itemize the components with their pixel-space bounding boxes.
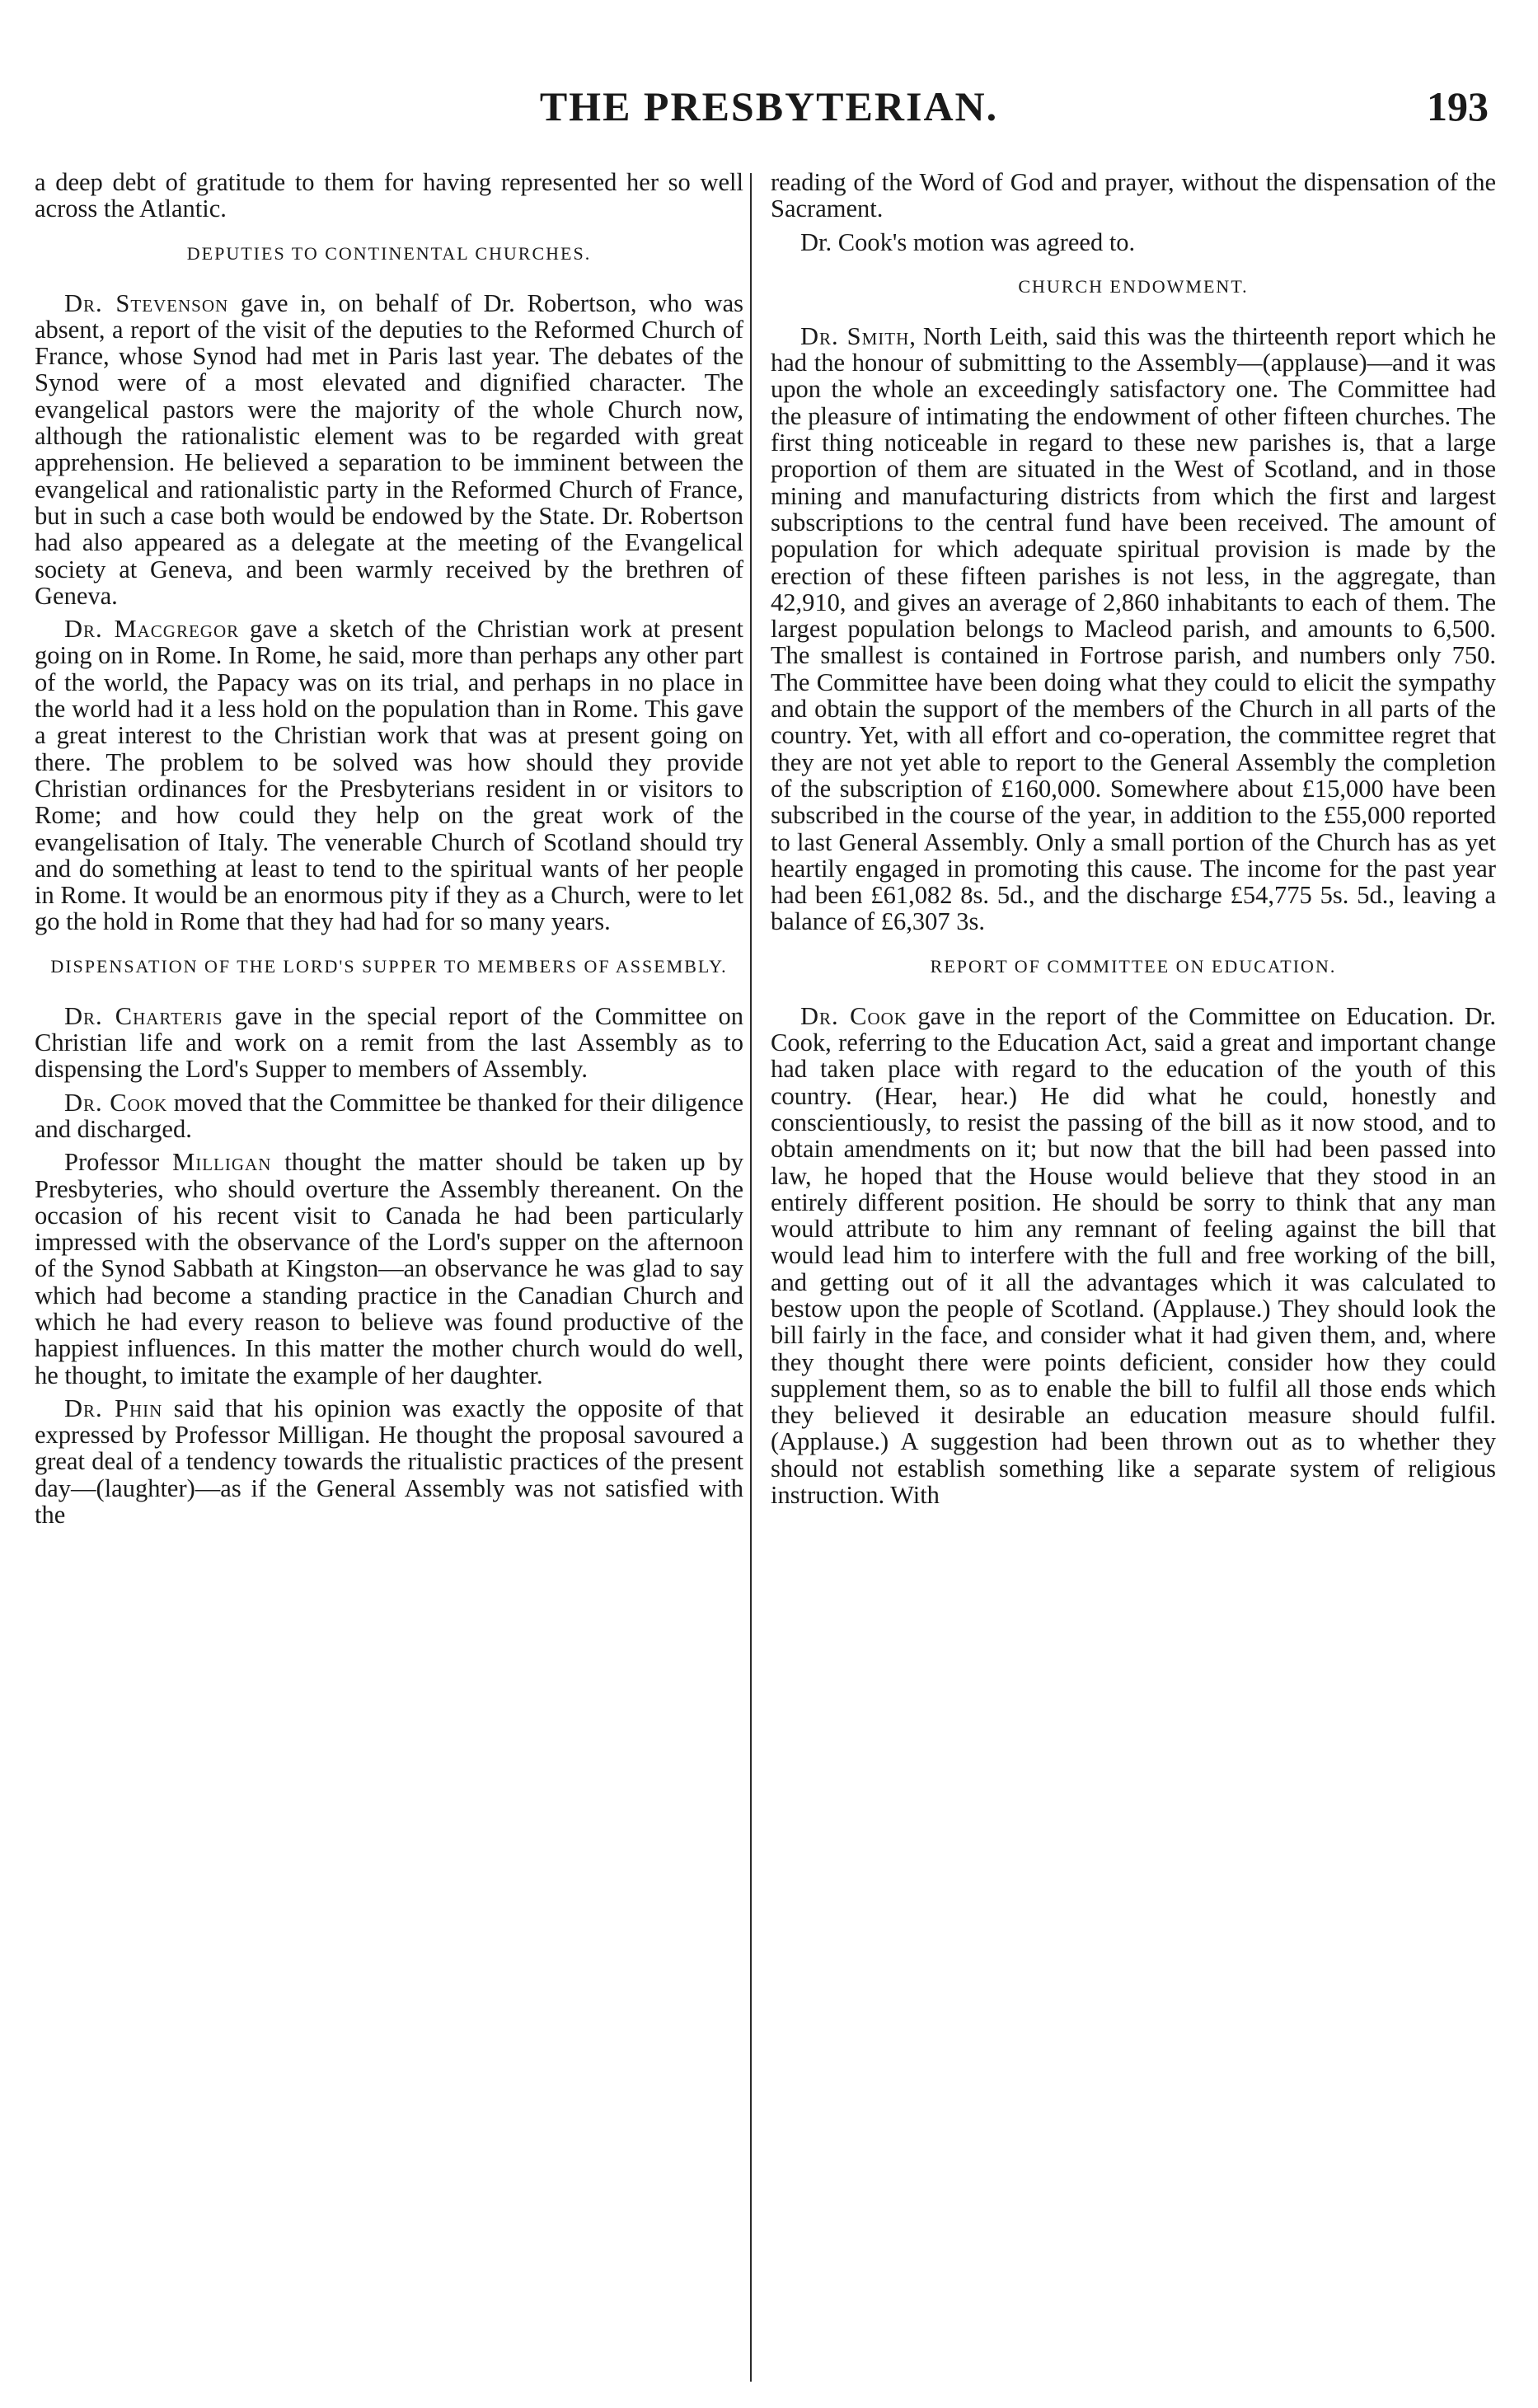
paragraph-text: thought the matter should be taken up by Presbyteries, who should overture the Assembly thereanent. On the occasion of his recent visit to Canada he had been particularly impressed with the observance of the Lord's supper on the afternoon of the Synod Sabbath at Kingston—an observance he was glad to say which had become a standing practice in the Canadian Church and which he had every reason to believe was found productive of the happiest influences. In this matter the mother church would do well, he thought, to imitate the example of her daughter. (35, 1148, 743, 1389)
paragraph-text: gave in, on behalf of Dr. Robertson, who was absent, a report of the visit of the deputies to the Reformed Church of France, whose Synod had met in Paris last year. The debates of the Synod were of a most elevated and dignified character. The evangelical pastors were the majority of the whole Church now, although the rationalistic element was to be regarded with great apprehension. He believed a separation to be imminent between the evangelical and rationalistic party in the Reformed Church of France, but in such a case both would be endowed by the State. Dr. Robertson had also appeared as a delegate at the meeting of the Evangelical society at Geneva, and been warmly received by the brethren of Geneva. (35, 288, 743, 610)
motion-agreed-paragraph: Dr. Cook's motion was agreed to. (800, 227, 1136, 256)
speaker-name: Dr. Charteris (64, 1001, 223, 1030)
paragraph-text: , North Leith, said this was the thirteenth report which he had the honour of submitting to the Assembly—(applause)—and it was upon the whole an exceedingly satisfactory one. The Committee had the pleasure of intimating the endowment of other fifteen churches. The first thing noticeable in regard to these new parishes is, that a large proportion of them are situated in the West of Scotland, and in those mining and manufacturing districts from which the first and largest subscriptions to the central fund have been received. The amount of population for which adequate spiritual provision is made by the erection of these fifteen parishes is not less, in the aggregate, than 42,910, and gives an average of 2,860 inhabitants to each of them. The largest population belongs to Macleod parish, and amounts to 6,500. The smallest is contained in Fortrose parish, and numbers only 750. The Committee have been doing what they could to elicit the sympathy and obtain the support of the members of the Church in all parts of the country. Yet, with all effort and co-operation, the committee regret that they are not yet able to report to the General Assembly the completion of the subscription of £160,000. Somewhere about £15,000 have been subscribed in the course of the year, in addition to the £55,000 reported to last General Assembly. Only a small portion of the Church has as yet heartily engaged in promoting this cause. The income for the past year had been £61,082 8s. 5d., and the discharge £54,775 5s. 5d., leaving a balance of £6,307 3s. (771, 321, 1496, 936)
page-header (49, 82, 1489, 148)
page-number: 193 (1427, 83, 1489, 129)
paragraph-text: gave in the report of the Committee on Education. Dr. Cook, referring to the Education Act, said a great and important change had taken place with regard to the education of the youth of this country. (Hear, hear.) He did what he could, honestly and conscientiously, to resist the passing of the bill as it now stood, and to obtain amendments on it; but now that the bill had been passed into law, he hoped that the House would believe that they stood in an entirely different position. He should be sorry to think that any man would attribute to him any remnant of feeling against the bill that would lead him to interfere with the full and free working of the bill, and getting out of it all the advantages which it was calculated to bestow upon the people of Scotland. (Applause.) They should look the bill fairly in the face, and consider what it had given them, and, where they thought there were points deficient, consider how they could supplement them, so as to enable the bill to fulfil all those ends which they believed it desirable an education measure should fulfil. (Applause.) A suggestion had been thrown out as to whether they should not establish something like a separate system of religious instruction. With (771, 1001, 1496, 1510)
speaker-name: Dr. Macgregor (64, 615, 240, 644)
heading-education: REPORT OF COMMITTEE ON EDUCATION. (930, 955, 1337, 977)
paragraph-cook-education (771, 1003, 1496, 1509)
paragraph-phin (35, 1395, 743, 1528)
speaker-prefix: Professor (64, 1148, 173, 1177)
paragraph-stevenson (35, 290, 743, 610)
left-intro-paragraph: a deep debt of gratitude to them for having represented her so well across the Atlantic. (35, 168, 743, 223)
paragraph-smith (771, 323, 1496, 935)
paragraph-macgregor (35, 616, 743, 935)
speaker-name: Milligan (172, 1148, 272, 1177)
left-column (35, 169, 743, 1534)
right-column (771, 169, 1496, 1515)
paragraph-cook-motion (35, 1089, 743, 1143)
paragraph-text: moved that the Committee be thanked for their diligence and discharged. (35, 1088, 743, 1143)
heading-deputies: DEPUTIES TO CONTINENTAL CHURCHES. (186, 242, 592, 264)
speaker-name: Dr. Cook (64, 1088, 168, 1117)
running-title: THE PRESBYTERIAN. (539, 83, 999, 129)
right-intro-paragraph: reading of the Word of God and prayer, without the dispensation of the Sacrament. (771, 168, 1496, 223)
speaker-name: Dr. Phin (64, 1394, 163, 1422)
paragraph-milligan (35, 1149, 743, 1389)
speaker-name: Dr. Stevenson (64, 288, 229, 317)
paragraph-text: gave in the special report of the Committee on Christian life and work on a remit from the last Assembly as to dispensing the Lord's Supper to members of Assembly. (35, 1001, 743, 1084)
paragraph-charteris (35, 1003, 743, 1083)
paragraph-text: said that his opinion was exactly the opposite of that expressed by Professor Milligan. He thought the proposal savoured a great deal of a tendency towards the ritualistic practices of the present day—(laughter)—as if the General Assembly was not satisfied with the (35, 1394, 743, 1530)
heading-lords-supper: DISPENSATION OF THE LORD'S SUPPER TO MEMBERS OF ASSEMBLY. (50, 955, 728, 977)
paragraph-text: gave a sketch of the Christian work at present going on in Rome. In Rome, he said, more than perhaps any other part of the world, the Papacy was on its trial, and perhaps in no place in the world had it a less hold on the population than in Rome. This gave a great interest to the Christian work that was at present going on there. The problem to be solved was how should they provide Christian ordinances for the Presbyterians resident in or visitors to Rome; and how could they help on the great work of the evangelisation of Italy. The venerable Church of Scotland should try and do something at least to tend to the spiritual wants of her people in Rome. It would be an enormous pity if they as a Church, were to let go the hold in Rome that they had had for so many years. (35, 615, 744, 936)
column-divider (750, 173, 752, 2382)
speaker-name: Dr. Cook (800, 1001, 907, 1030)
speaker-name: Dr. Smith (800, 321, 910, 350)
heading-church-endowment: CHURCH ENDOWMENT. (1018, 275, 1249, 297)
